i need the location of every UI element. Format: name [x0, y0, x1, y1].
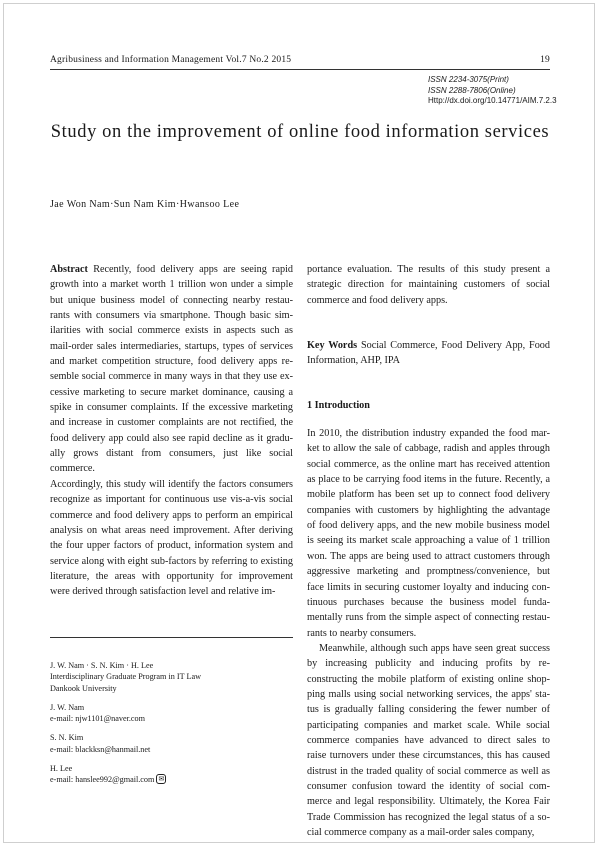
- author-contact: [50, 732, 293, 755]
- abstract-line: Accordingly, this study will identify the factors consumers: [50, 478, 293, 490]
- right-column: [307, 262, 550, 840]
- abstract-line: the four upper factors of product, information system and: [50, 540, 293, 552]
- body-line: as place to be carrying food items in the future. Recently, a: [307, 474, 550, 486]
- author-contact: [50, 702, 293, 725]
- abstract-line: rants with consumers via smartphone. Though basic sim-: [50, 310, 293, 322]
- keywords-line: Information, AHP, IPA: [307, 355, 401, 367]
- keywords-paragraph: [307, 338, 550, 353]
- abstract-line: but unique business model of connecting nearby restau-: [50, 294, 293, 306]
- abstract-line: food delivery app could also see rapid decline as it gradu-: [50, 432, 293, 444]
- body-line: won. The apps are being used to attract customers through: [307, 550, 550, 562]
- abstract-label: Abstract: [50, 264, 88, 275]
- affiliation-program: Interdisciplinary Graduate Program in IT Law: [50, 672, 202, 682]
- abstract-line: portance evaluation. The results of this study present a: [307, 264, 550, 275]
- body-line: constructing the mobile platform of existing online shop-: [307, 673, 550, 685]
- body-line: Meanwhile, although such apps have seen great success: [319, 642, 550, 654]
- page-number: 19: [540, 55, 550, 65]
- abstract-line: mail-order sales intermediaries, startups, types of services: [50, 340, 293, 352]
- abstract-line: commerce.: [50, 463, 95, 475]
- running-head: [50, 55, 550, 65]
- body-line: aggressive marketing and promptness/convenience, but: [307, 566, 550, 578]
- body-line: companies with customers by highlighting the advantage: [307, 504, 550, 516]
- abstract-line: semble social commerce in many ways in that they use ex-: [50, 371, 293, 383]
- author-name: H. Lee: [50, 764, 73, 774]
- body-line: commerce companies have advanced to direct sales to: [307, 734, 550, 746]
- footnote-rule: [50, 637, 293, 638]
- journal-name: Agribusiness and Information Management Vol.7 No.2 2015: [50, 55, 292, 65]
- doi-link[interactable]: Http://dx.doi.org/10.14771/AIM.7.2.3: [428, 96, 557, 105]
- body-line: distrust in the traded quality of social commerce as well as: [307, 765, 550, 777]
- author-list: Jae Won Nam·Sun Nam Kim·Hwansoo Lee: [50, 199, 240, 210]
- author-name: S. N. Kim: [50, 733, 84, 743]
- affiliation-university: Dankook University: [50, 683, 117, 693]
- issn-print: ISSN 2234-3075(Print): [428, 75, 509, 84]
- author-email[interactable]: e-mail: hanslee992@gmail.com: [50, 775, 155, 785]
- body-line: face limits in securing customer loyalty and inducing con-: [307, 581, 550, 593]
- abstract-line: cessive marketing to secure market dominance, causing a: [50, 386, 293, 398]
- body-line: Trade Commission has recognized the legal status of a so-: [307, 811, 550, 823]
- left-column: [50, 262, 293, 600]
- abstract-line: and increase in customer complaints are not rectified, the: [50, 417, 293, 429]
- abstract-line: recognize as important for continuous use vis-a-vis social: [50, 494, 293, 506]
- body-line: by increasing publicity and inducing profits by re-: [307, 658, 550, 670]
- author-email[interactable]: e-mail: blackksn@hanmail.net: [50, 744, 151, 754]
- affiliation-block: [50, 660, 293, 794]
- abstract-line: ally grows distant from consumers, just like social: [50, 448, 293, 460]
- body-line: ket to allow the sale of cabbage, radish and apples through: [307, 443, 550, 455]
- abstract-line: and market competition structure, food delivery apps re-: [50, 356, 293, 368]
- abstract-line: analysis on what areas need improvement. After deriving: [50, 524, 293, 536]
- body-line: tus is gradually falling considering the fewer number of: [307, 704, 550, 716]
- envelope-icon: ✉: [158, 775, 165, 784]
- keywords-label: Key Words: [307, 340, 358, 352]
- abstract-line: strategic direction for maintaining customers of social: [307, 279, 550, 291]
- keywords-line: Social Commerce, Food Delivery App, Food: [357, 340, 550, 352]
- abstract-paragraph: [50, 262, 293, 277]
- issn-online: ISSN 2288-7806(Online): [428, 85, 516, 95]
- paper-title: Study on the improvement of online food information services: [50, 122, 550, 142]
- body-line: raise turnovers under these circumstances, this has caused: [307, 750, 550, 762]
- body-line: merce and legal responsibility. Ultimately, the Korea Fair: [307, 796, 550, 808]
- body-line: social commerce, as the online mart has received attention: [307, 458, 550, 470]
- body-line: participating companies and market scale. While social: [307, 719, 550, 731]
- abstract-line: growth into a market worth 1 trillion won under a simple: [50, 279, 293, 291]
- abstract-line: service along with eight sub-factors by referring to existing: [50, 555, 293, 567]
- header-rule: [50, 69, 550, 70]
- body-line: rants to nearby consumers.: [307, 627, 417, 639]
- body-line: cial commerce company as a mail-order sales company,: [307, 827, 535, 838]
- abstract-line: commerce and food delivery apps.: [307, 294, 448, 306]
- abstract-line: spike in consumer complaints. If the excessive marketing: [50, 402, 293, 414]
- issn-block: [428, 75, 557, 107]
- body-line: consumer confusion toward the identity of social com-: [307, 780, 550, 792]
- body-line: mobile platform has been set up to connect food delivery: [307, 489, 550, 501]
- abstract-line: Recently, food delivery apps are seeing rapid: [87, 264, 293, 275]
- body-line: mentally runs from the simple aspect of connecting restau-: [307, 612, 550, 624]
- abstract-line: were derived through satisfaction level and relative im-: [50, 586, 276, 598]
- body-line: of food delivery apps, and the new mobile business model: [307, 520, 550, 532]
- section-heading: 1 Introduction: [307, 399, 370, 411]
- author-name: J. W. Nam: [50, 702, 85, 712]
- affiliation-authors: J. W. Nam · S. N. Kim · H. Lee: [50, 661, 154, 670]
- abstract-line: ilarities with social commerce exists in aspects such as: [50, 325, 293, 337]
- body-line: is seeing its market scale approaching a value of 1 trillion: [307, 535, 550, 547]
- body-line: In 2010, the distribution industry expanded the food mar-: [307, 428, 550, 440]
- affiliation-group: [50, 660, 293, 694]
- abstract-line: literature, the areas with opportunity for improvement: [50, 570, 293, 582]
- body-line: ping malls using social networking services, the apps' sta-: [307, 688, 550, 700]
- author-contact: [50, 763, 293, 786]
- abstract-line: commerce and food delivery apps to perform an empirical: [50, 509, 293, 521]
- body-line: tinuous purchases because the business model funda-: [307, 596, 550, 608]
- author-email[interactable]: e-mail: njw1101@naver.com: [50, 714, 145, 724]
